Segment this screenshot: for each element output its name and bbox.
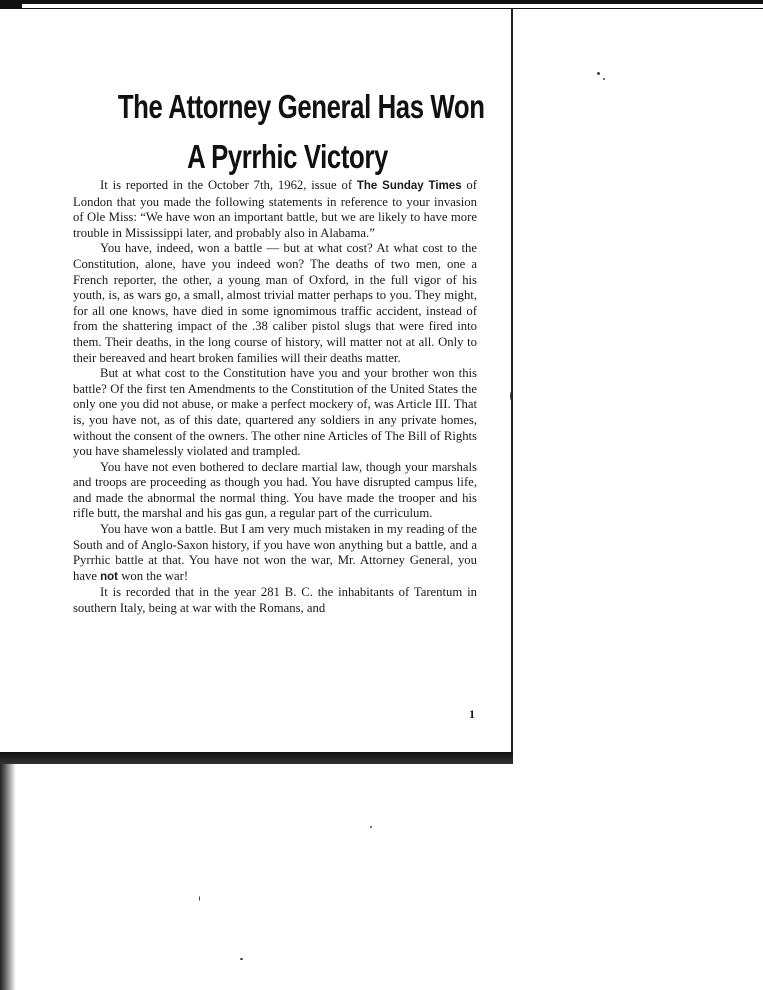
paragraph-bold-text: The Sunday Times	[356, 180, 462, 192]
paragraph-text: It is reported in the October 7th, 1962, issue of	[100, 178, 357, 192]
paragraph-text: You have not even bothered to declare martial law, though your marshals and troops are proceeding as though you had. You have disrupted campus life, and made the abnormal the normal thing. You have made the trooper and his rifle butt, the marshal and his gas gun, a regular part of the curriculum.	[73, 459, 477, 521]
paragraph-text: You have won a battle. But I am very much mistaken in my reading of the South and of Anglo-Saxon history, if you have won anything but a battle, and a Pyrrhic battle at that. You have not won the war, Mr. Attorney General, you have	[73, 522, 477, 583]
article-body	[73, 178, 477, 617]
title-line-2: A Pyrrhic Victory	[187, 138, 388, 175]
article-title	[117, 82, 485, 182]
paragraph	[73, 585, 477, 616]
paragraph-text: It is recorded that in the year 281 B. C. the inhabitants of Tarentum in southern Italy, being at war with the Romans, and	[73, 585, 477, 616]
scan-speck	[240, 958, 243, 960]
paragraph	[73, 241, 477, 366]
paragraph	[73, 460, 477, 522]
page-bottom-shadow	[0, 752, 513, 764]
scan-speck	[510, 392, 511, 400]
scan-speck	[597, 72, 600, 75]
page-number: 1	[469, 707, 475, 721]
paragraph-bold-text: not	[100, 570, 119, 583]
scan-left-edge	[0, 764, 16, 990]
paragraph	[73, 522, 477, 585]
scan-top-border-gap	[22, 4, 763, 8]
scan-speck	[370, 826, 372, 828]
scan-speck	[603, 78, 605, 80]
paragraph	[73, 366, 477, 460]
paragraph-text-continued: won the war!	[118, 568, 189, 583]
title-line-1: The Attorney General Has Won	[117, 88, 485, 125]
paragraph-text-continued: of London that you made the following statements in reference to your invasion of Ole Miss: “We have won an important battle, but we are likely to have more trouble in Mississippi later, and probably also in Alabama.”	[73, 178, 477, 240]
paragraph	[73, 178, 477, 241]
scan-speck	[199, 896, 200, 901]
paragraph-text: But at what cost to the Constitution have you and your brother won this battle? Of the first ten Amendments to the Constitution of the United States the only one you did not abuse, or make a perfect mockery of, was Article III. That is, you have not, as of this date, quartered any soldiers in any private homes, without the consent of the owners. The other nine Articles of The Bill of Rights you have shamelessly violated and trampled.	[73, 366, 477, 459]
paragraph-text: You have, indeed, won a battle — but at what cost? At what cost to the Constitution, alone, have you indeed won? The deaths of two men, one a French reporter, the other, a young man of Oxford, in the full vigor of his youth, is, as wars go, a small, almost trivial matter perhaps to you. They might, for all one knows, have died in some ignomimous traffic accident, instead of from the shattering impact of the .38 caliber pistol slugs that were fired into them. Their deaths, in the long course of history, will matter not at all. Only to their bereaved and heart broken families will their deaths matter.	[73, 241, 477, 365]
